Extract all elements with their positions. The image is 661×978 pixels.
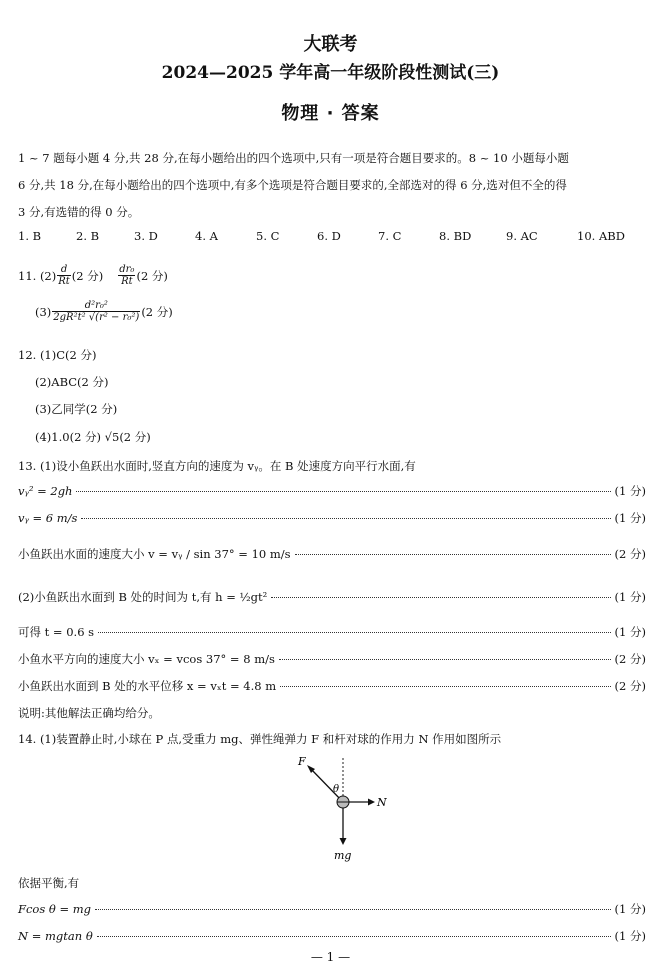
q11-fraction-c [52,300,140,323]
q11-fraction-c-den: 2gR²t² √(r² − r₀²) [53,312,140,323]
leader-dots [97,936,611,937]
q11-fraction-a-num: d [57,264,71,276]
leader-dots [271,597,610,598]
q13-line-4-text: (2)小鱼跃出水面到 B 处的时间为 t,有 h = ½gt² [18,590,268,604]
q13-line-6-text: 小鱼水平方向的速度大小 vₓ = vcos 37° = 8 m/s [18,652,275,666]
label-theta: θ [333,784,340,795]
q12-part2: (2)ABC(2 分) [35,375,109,389]
q11-fraction-c-num: d²r₀² [52,300,140,312]
q14-line-2-text: N = mgtan θ [18,929,93,943]
q14-line-1-text: Fcos θ = mg [18,902,92,916]
q11-part2-a-points: (2 分) [71,268,104,283]
q13-line-6-points: (2 分) [614,652,646,666]
q11-fraction-b [118,264,135,287]
q13-line-4 [18,589,646,605]
q14-intro: 14. (1)装置静止时,小球在 P 点,受重力 mg、弹性绳弹力 F 和杆对球的作用力 N 作用如图所示 [18,732,502,746]
q13-line-3-points: (2 分) [614,547,646,561]
choice-answer-4: 4. A [195,229,218,243]
q13-line-7-points: (2 分) [614,679,646,693]
leader-dots [76,491,610,492]
subject-title: 物理 · 答案 [281,103,380,124]
q14-balance-text: 依据平衡,有 [18,876,80,890]
q13-line-5 [18,624,646,640]
q11-fraction-b-num: dr₀ [119,264,135,275]
q13-line-1-points: (1 分) [614,484,646,498]
leader-dots [98,632,610,633]
q12-part3: (3)乙同学(2 分) [35,402,118,416]
leader-dots [280,686,610,687]
q13-line-1 [18,483,646,499]
q11-part2 [18,264,168,287]
choice-answer-1: 1. B [18,229,42,243]
q13-line-6 [18,651,646,667]
q13-line-4-points: (1 分) [614,590,646,604]
exam-title: 2024—2025 学年高一年级阶段性测试(三) [161,63,500,83]
q12-part4: (4)1.0(2 分) √5(2 分) [35,430,151,444]
q13-line-2 [18,510,646,526]
choice-answer-3: 3. D [134,229,158,243]
q13-line-3 [18,546,646,562]
choice-answer-2: 2. B [76,229,100,243]
q14-line-2 [18,928,646,944]
q13-line-2-text: vᵧ = 6 m/s [18,511,78,525]
q11-part2-label: 11. (2) [18,268,57,283]
q14-line-1-points: (1 分) [614,902,646,916]
q12-part1: 12. (1)C(2 分) [18,348,97,362]
leader-dots [81,518,610,519]
choice-answer-7: 7. C [378,229,402,243]
choice-answer-5: 5. C [256,229,280,243]
leader-dots [279,659,611,660]
q13-note: 说明:其他解法正确均给分。 [18,706,160,720]
force-mg-arrowhead [340,838,347,845]
q13-intro: 13. (1)设小鱼跃出水面时,竖直方向的速度为 vᵧ。在 B 处速度方向平行水面,有 [18,459,416,473]
leader-dots [95,909,611,910]
q13-line-7 [18,678,646,694]
force-diagram [286,752,396,864]
force-n-arrowhead [368,799,375,806]
org-title: 大联考 [303,34,358,55]
q13-line-3-text: 小鱼跃出水面的速度大小 v = vᵧ / sin 37° = 10 m/s [18,547,291,561]
q14-line-2-points: (1 分) [614,929,646,943]
label-f: F [298,755,306,768]
label-mg: mg [334,849,352,862]
q13-line-5-text: 可得 t = 0.6 s [18,625,95,639]
q13-line-5-points: (1 分) [614,625,646,639]
q14-line-1 [18,901,646,917]
q11-fraction-a-den: Rt [58,276,70,287]
choice-answer-9: 9. AC [506,229,538,243]
choice-answer-6: 6. D [317,229,341,243]
q11-part3 [35,300,173,323]
q11-part2-b-points: (2 分) [136,268,168,283]
choice-answer-8: 8. BD [439,229,472,243]
page-number: — 1 — [310,950,351,964]
q11-fraction-b-den: Rt [121,276,133,287]
instruction-line-3: 3 分,有选错的得 0 分。 [18,205,140,219]
q13-line-1-text: vᵧ² = 2gh [18,484,73,498]
q13-line-7-text: 小鱼跃出水面到 B 处的水平位移 x = vₓt = 4.8 m [18,679,277,693]
leader-dots [295,554,611,555]
instruction-line-1: 1 ~ 7 题每小题 4 分,共 28 分,在每小题给出的四个选项中,只有一项是符合题目要求的。8 ~ 10 小题每小题 [18,151,569,165]
choice-answer-10: 10. ABD [577,229,625,243]
q11-part3-label: (3) [35,304,52,319]
q11-part3-points: (2 分) [141,304,173,319]
q13-line-2-points: (1 分) [614,511,646,525]
instruction-line-2: 6 分,共 18 分,在每小题给出的四个选项中,有多个选项是符合题目要求的,全部选对的得 6 分,选对但不全的得 [18,178,567,192]
label-n: N [377,796,387,809]
q11-fraction-a [57,264,71,287]
